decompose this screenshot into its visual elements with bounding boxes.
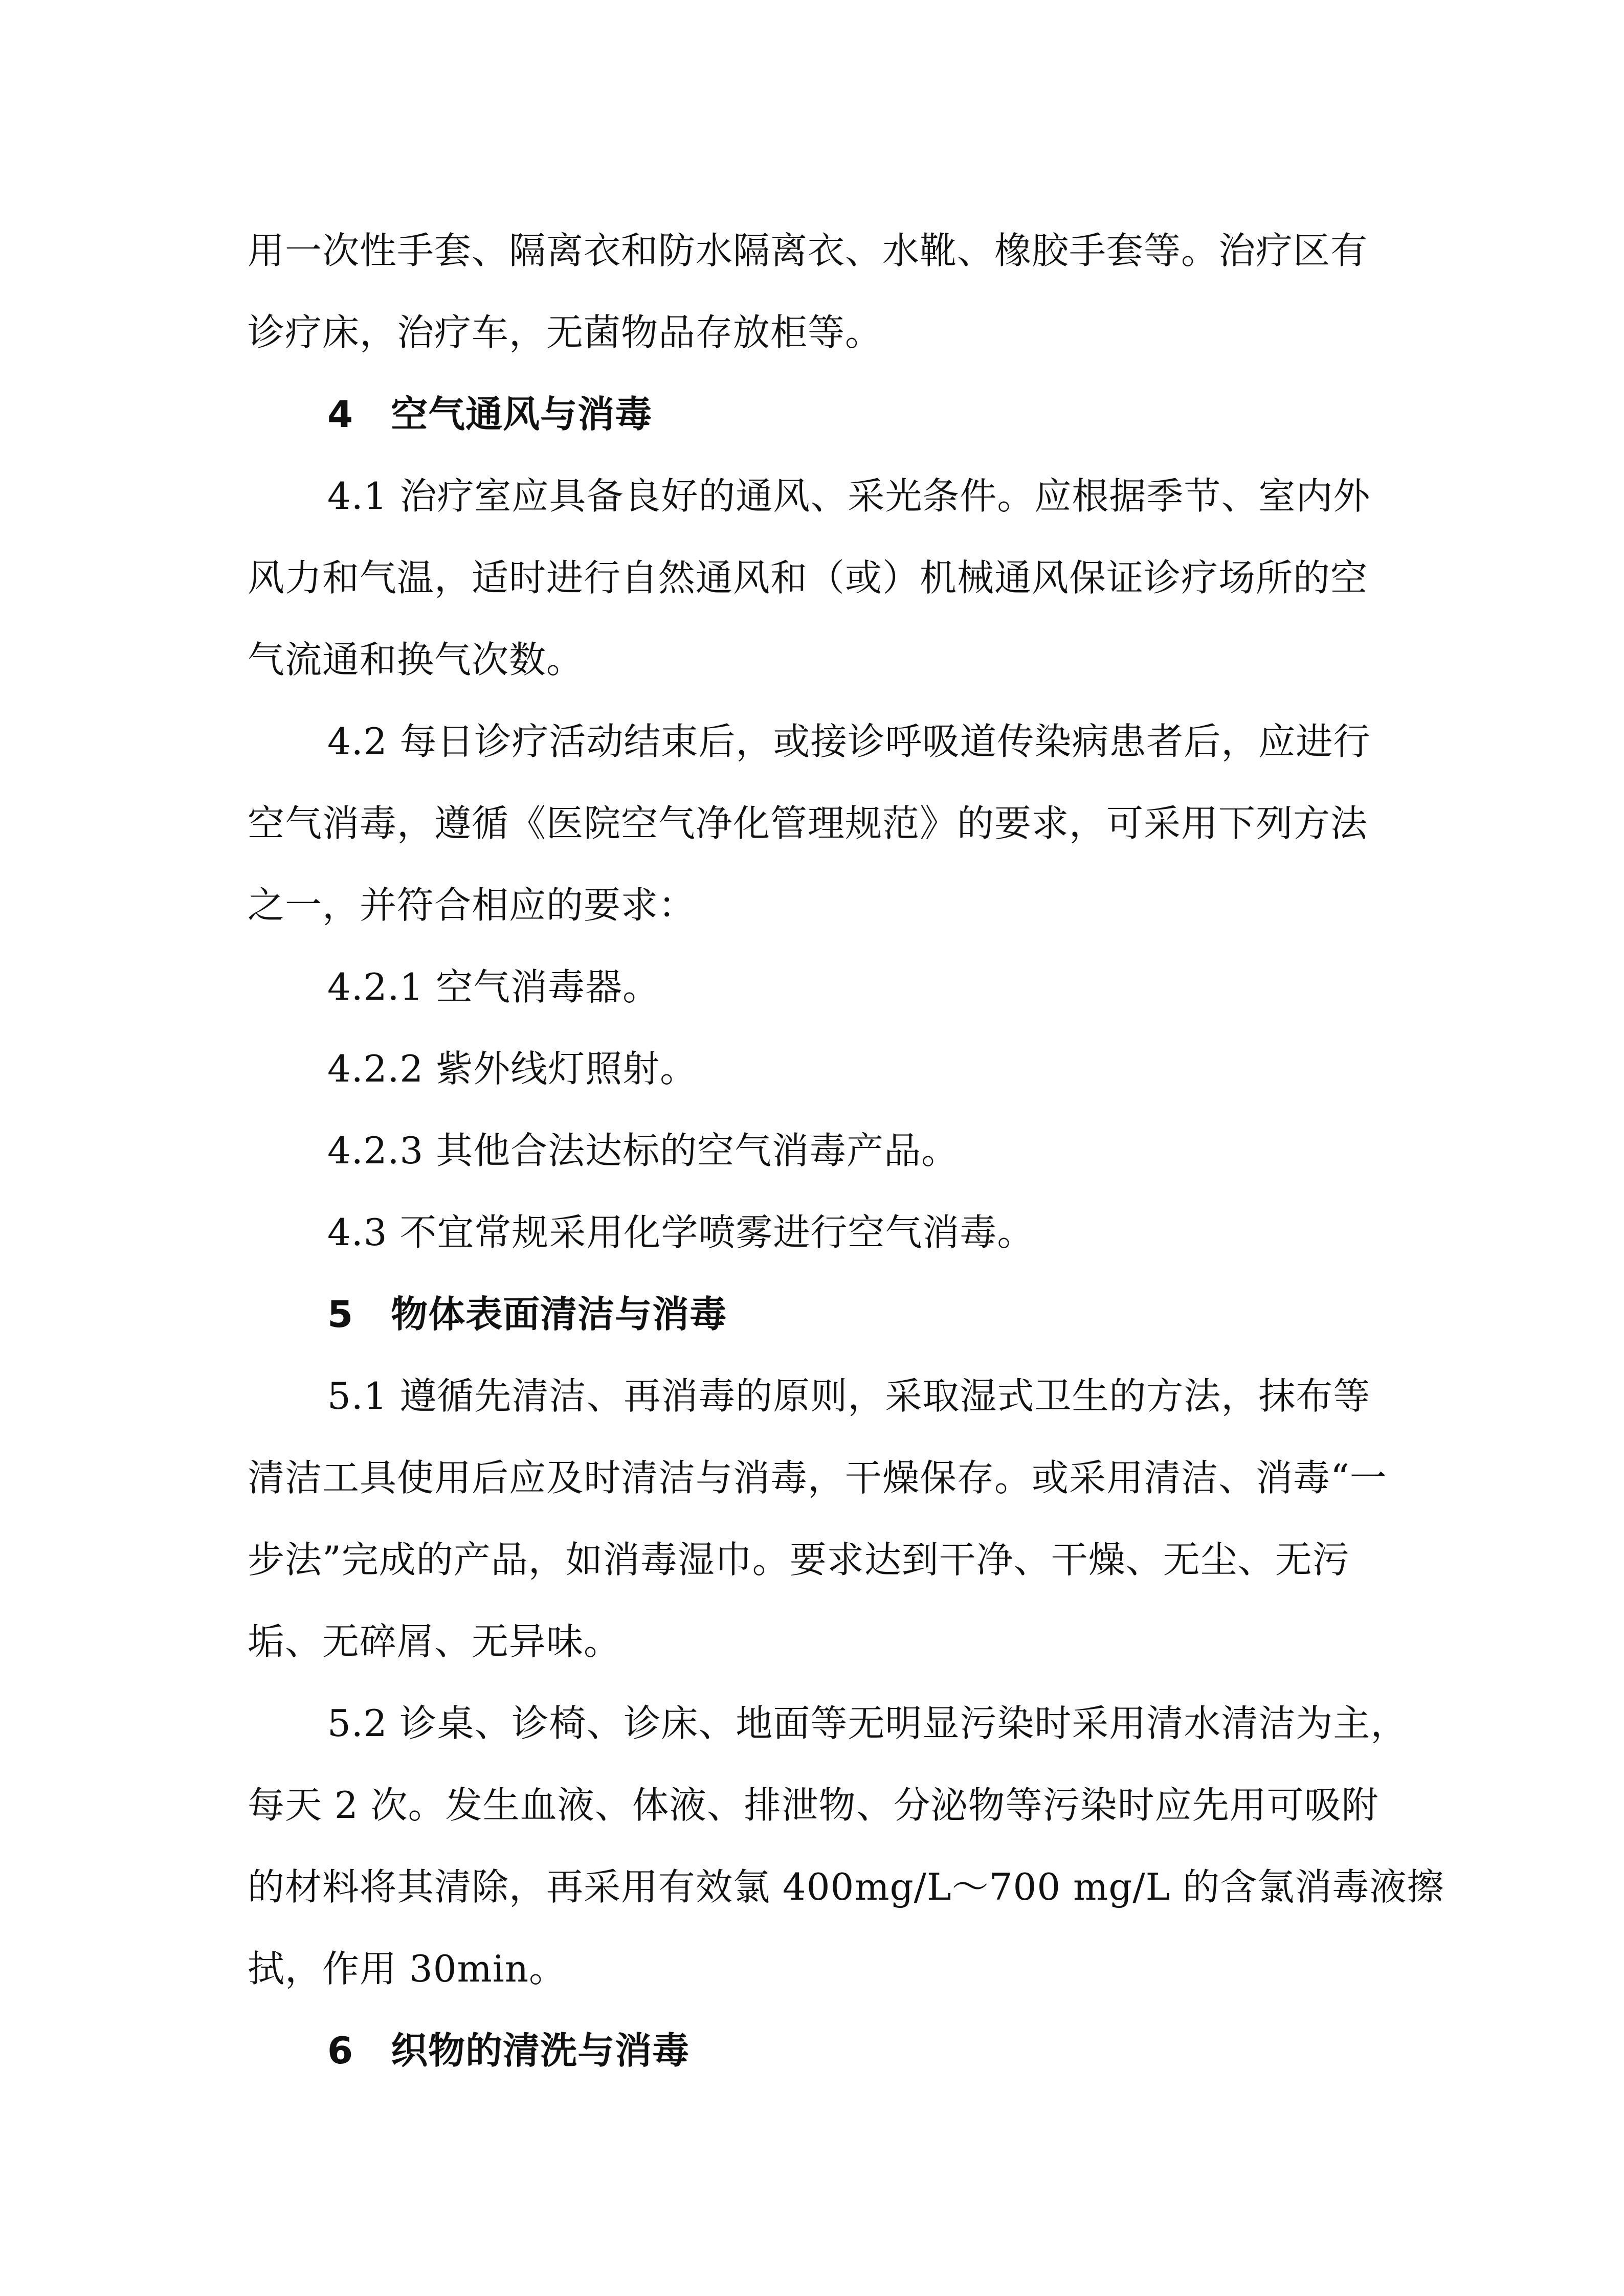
section-heading-4: 4 空气通风与消毒 bbox=[327, 393, 653, 436]
body-text-line: 风力和气温，适时进行自然通风和（或）机械通风保证诊疗场所的空 bbox=[248, 556, 1368, 599]
item-4-2-2: 4.2.2 紫外线灯照射。 bbox=[327, 1047, 698, 1090]
body-text-line: 步法”完成的产品，如消毒湿巾。要求达到干净、干燥、无尘、无污 bbox=[248, 1538, 1350, 1581]
body-text-line: 的材料将其清除，再采用有效氯 400mg/L～700 mg/L 的含氯消毒液擦 bbox=[248, 1865, 1444, 1908]
item-4-2-3: 4.2.3 其他合法达标的空气消毒产品。 bbox=[327, 1129, 959, 1172]
body-text-line: 空气消毒，遵循《医院空气净化管理规范》的要求，可采用下列方法 bbox=[248, 802, 1368, 845]
section-heading-5: 5 物体表面清洁与消毒 bbox=[327, 1293, 727, 1336]
body-text-line: 每天 2 次。发生血液、体液、排泄物、分泌物等污染时应先用可吸附 bbox=[248, 1784, 1379, 1827]
section-heading-6: 6 织物的清洗与消毒 bbox=[327, 2029, 690, 2072]
paragraph-4-2-first-line: 4.2 每日诊疗活动结束后，或接诊呼吸道传染病患者后，应进行 bbox=[327, 720, 1371, 763]
body-text-line: 清洁工具使用后应及时清洁与消毒，干燥保存。或采用清洁、消毒“一 bbox=[248, 1456, 1387, 1499]
body-text-line: 用一次性手套、隔离衣和防水隔离衣、水靴、橡胶手套等。治疗区有 bbox=[248, 229, 1368, 272]
paragraph-4-1-first-line: 4.1 治疗室应具备良好的通风、采光条件。应根据季节、室内外 bbox=[327, 475, 1371, 517]
body-text-line: 之一，并符合相应的要求： bbox=[248, 884, 696, 927]
paragraph-4-3: 4.3 不宜常规采用化学喷雾进行空气消毒。 bbox=[327, 1211, 1035, 1254]
body-text-line: 诊疗床，治疗车，无菌物品存放柜等。 bbox=[248, 311, 883, 354]
body-text-line: 拭，作用 30min。 bbox=[248, 1947, 567, 1990]
item-4-2-1: 4.2.1 空气消毒器。 bbox=[327, 965, 660, 1008]
body-text-line: 气流通和换气次数。 bbox=[248, 638, 584, 681]
paragraph-5-2-first-line: 5.2 诊桌、诊椅、诊床、地面等无明显污染时采用清水清洁为主， bbox=[327, 1702, 1408, 1745]
paragraph-5-1-first-line: 5.1 遵循先清洁、再消毒的原则，采取湿式卫生的方法，抹布等 bbox=[327, 1375, 1371, 1417]
body-text-line: 垢、无碎屑、无异味。 bbox=[248, 1620, 621, 1663]
